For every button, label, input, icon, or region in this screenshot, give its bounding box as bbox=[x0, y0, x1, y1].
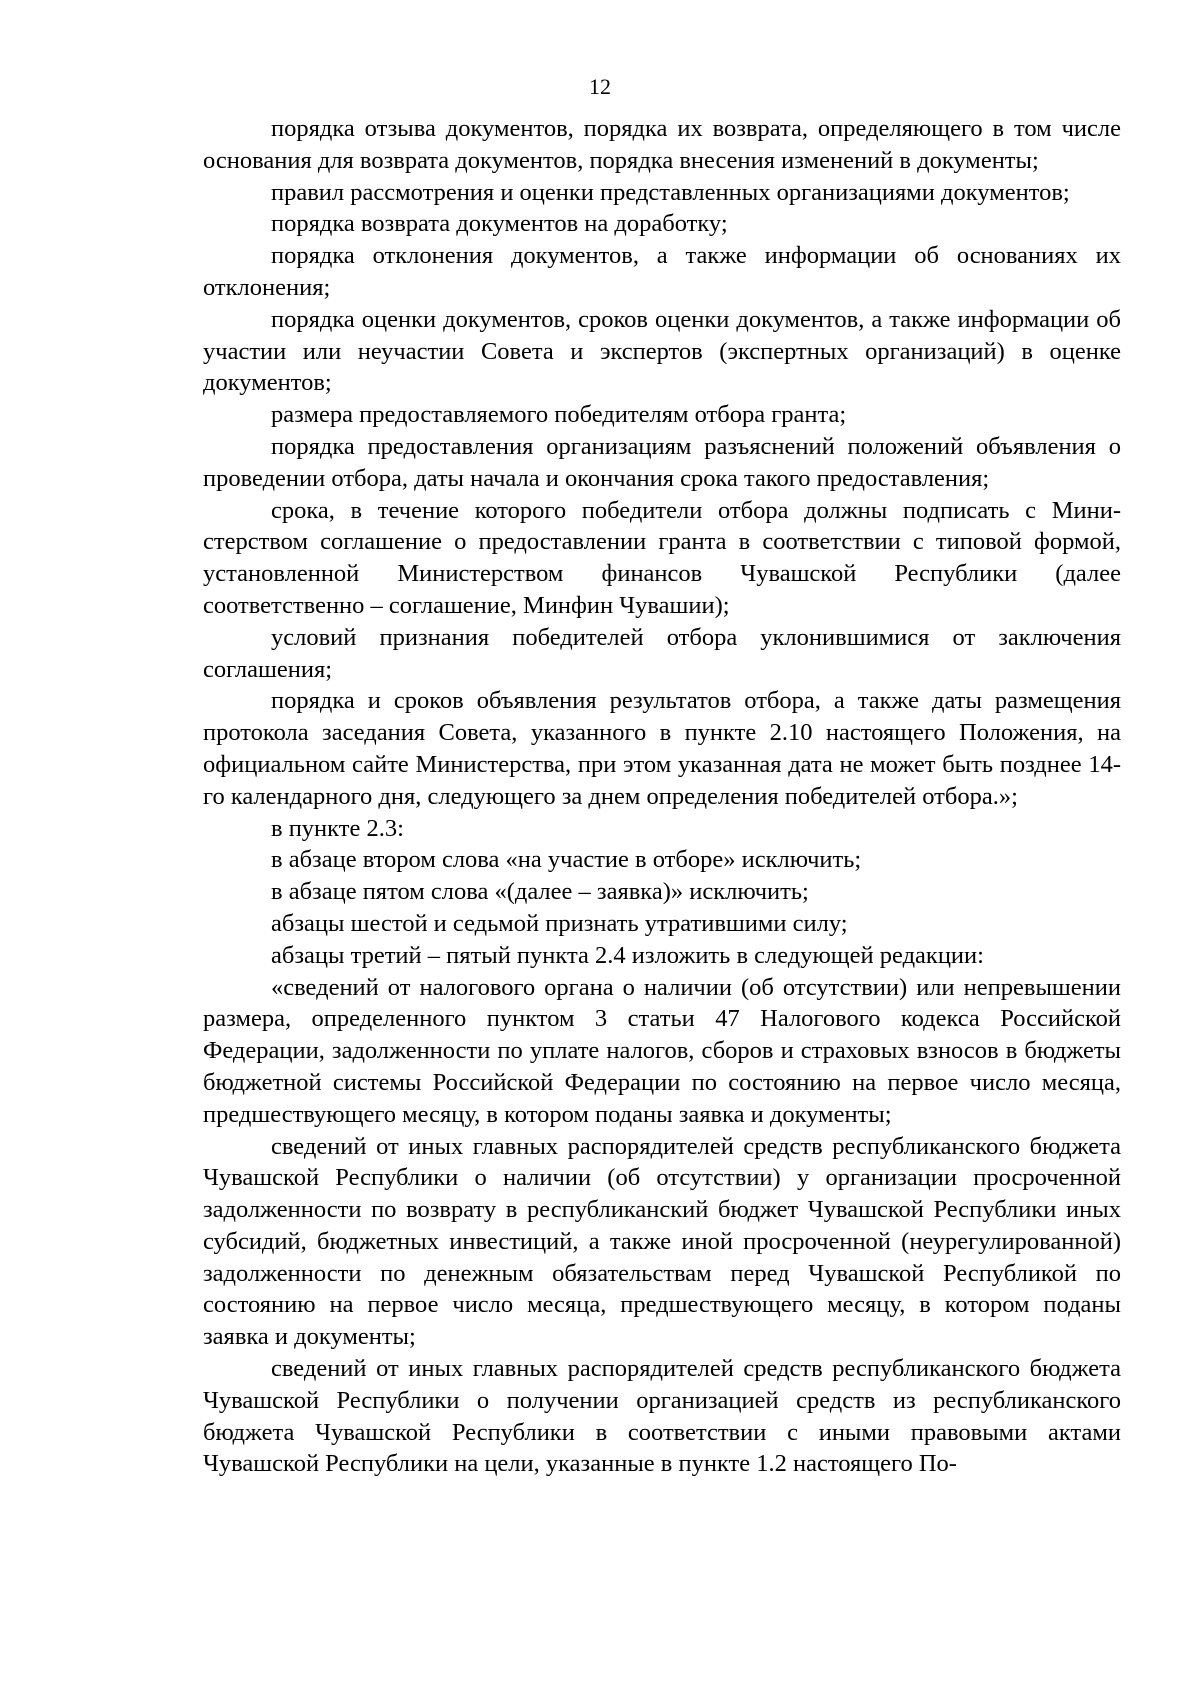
paragraph: срока, в течение которого победители отбора должны подписать с Министерством соглашение о предоставлении гранта в соответствии с типовой формой, установленной Министерством финансов Чувашской Республики (далее соответственно – соглашение, Минфин Чувашии); bbox=[203, 496, 1121, 619]
paragraph: порядка предоставления организациям разъяснений положений объявления о проведении отбора, даты начала и окончания срока такого предоставления; bbox=[203, 432, 1121, 492]
paragraph: условий признания победителей отбора уклонившимися от заключения соглашения; bbox=[203, 623, 1121, 683]
paragraph: порядка оценки документов, сроков оценки документов, а также информации об участии или неучастии Совета и экспертов (экспертных организаций) в оценке документов; bbox=[203, 305, 1121, 397]
paragraph: абзацы шестой и седьмой признать утратившими силу; bbox=[271, 909, 848, 937]
paragraph: сведений от иных главных распорядителей средств республиканского бюджета Чувашской Республики о получении организацией средств из республиканского бюджета Чувашской Республики в соответствии с иными правовыми актами Чувашской Республики на цели, указанные в пункте 1.2 настоящего По- bbox=[203, 1355, 1121, 1478]
paragraph: порядка возврата документов на доработку; bbox=[271, 210, 728, 238]
paragraph: правил рассмотрения и оценки представленных организациями документов; bbox=[271, 178, 1070, 206]
page-number: 12 bbox=[589, 74, 611, 99]
paragraph: порядка и сроков объявления результатов отбора, а также даты размещения протокола заседания Совета, указанного в пункте 2.10 настоящего Положения, на официальном сайте Министерства, при этом указанная дата не может быть позднее 14-го календарного дня, следующего за днем определения победителей отбора.»; bbox=[203, 687, 1121, 810]
paragraph: абзацы третий – пятый пункта 2.4 изложить в следующей редакции: bbox=[271, 941, 984, 969]
paragraph: порядка отзыва документов, порядка их возврата, определяющего в том числе основания для возврата документов, порядка внесения изменений в документы; bbox=[203, 115, 1121, 174]
paragraph: в абзаце пятом слова «(далее – заявка)» исключить; bbox=[271, 878, 809, 906]
document-body bbox=[203, 113, 1121, 1480]
paragraph: размера предоставляемого победителям отбора гранта; bbox=[271, 401, 847, 429]
paragraph: в пункте 2.3: bbox=[271, 814, 404, 842]
paragraph: сведений от иных главных распорядителей средств республиканского бюджета Чувашской Республики о наличии (об отсутствии) у организации просроченной задолженности по возврату в республиканский бюджет Чувашской Республики иных субсидий, бюджетных инвестиций, а также иной просроченной (неурегулированной) задолженности по денежным обязательствам перед Чувашской Республикой по состоянию на первое число месяца, предшествующего месяцу, в котором поданы заявка и документы; bbox=[203, 1132, 1121, 1351]
paragraph: в абзаце втором слова «на участие в отборе» исключить; bbox=[271, 846, 862, 874]
paragraph: порядка отклонения документов, а также информации об основаниях их отклонения; bbox=[203, 242, 1121, 301]
paragraph: «сведений от налогового органа о наличии (об отсутствии) или непревышении размера, определенного пунктом 3 статьи 47 Налогового кодекса Российской Федерации, задолженности по уплате налогов, сборов и страховых взносов в бюджеты бюджетной системы Российской Федерации по состоянию на первое число месяца, предшествующего месяцу, в котором поданы заявка и документы; bbox=[203, 973, 1121, 1128]
